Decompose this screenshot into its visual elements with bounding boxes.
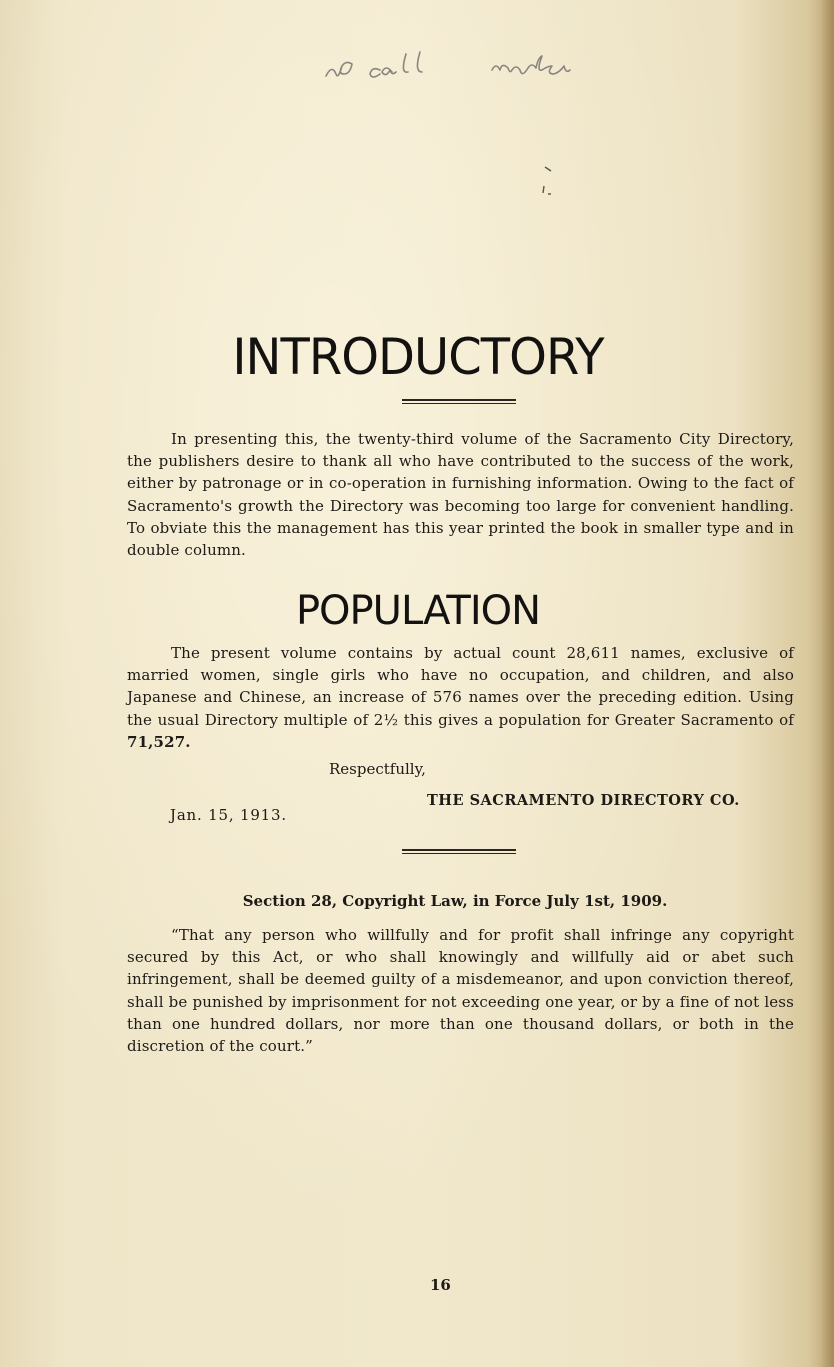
pencil-mark [543, 164, 557, 178]
signature-date: Jan. 15, 1913. [170, 806, 287, 824]
pencil-mark [539, 184, 553, 198]
introductory-paragraph: In presenting this, the twenty-third volume of the Sacramento City Directory, the publishers desire to thank all who have contributed to the success of the work, either by patronage or in co-operation in furnishing information. Owing to the fact of Sacramento's growth the Directory was becoming too large for convenient handling. To obviate this the management has this year printed the book in smaller type and in double column. [127, 430, 794, 560]
double-rule-divider [402, 849, 516, 854]
population-paragraph [127, 642, 794, 753]
signatory-company: THE SACRAMENTO DIRECTORY CO. [427, 792, 740, 809]
closing-salutation: Respectfully, [329, 760, 426, 778]
handwritten-pencil-note [322, 50, 622, 90]
double-rule-divider [402, 399, 516, 404]
population-heading: POPULATION [295, 588, 541, 634]
copyright-law-heading: Section 28, Copyright Law, in Force July 1st, 1909. [242, 892, 668, 910]
population-figure: 71,527. [127, 732, 191, 751]
page-number: 16 [430, 1276, 451, 1294]
copyright-paragraph: “That any person who willfully and for profit shall infringe any copyright secured by this Act, or who shall knowingly and willfully aid or abet such infringement, shall be deemed guilty of a misdemeanor, and upon conviction thereof, shall be punished by imprisonment for not exceeding one year, or by a fine of not less than one hundred dollars, nor more than one thousand dollars, or both in the discretion of the court.” [127, 926, 794, 1056]
population-paragraph-text: The present volume contains by actual count 28,611 names, exclusive of married women, single girls who have no occupation, and children, and also Japanese and Chinese, an increase of 576 names over the preceding edition. Using the usual Directory multiple of 2½ this gives a population for Greater Sacramento of [127, 644, 794, 729]
introductory-heading: INTRODUCTORY [232, 328, 604, 386]
